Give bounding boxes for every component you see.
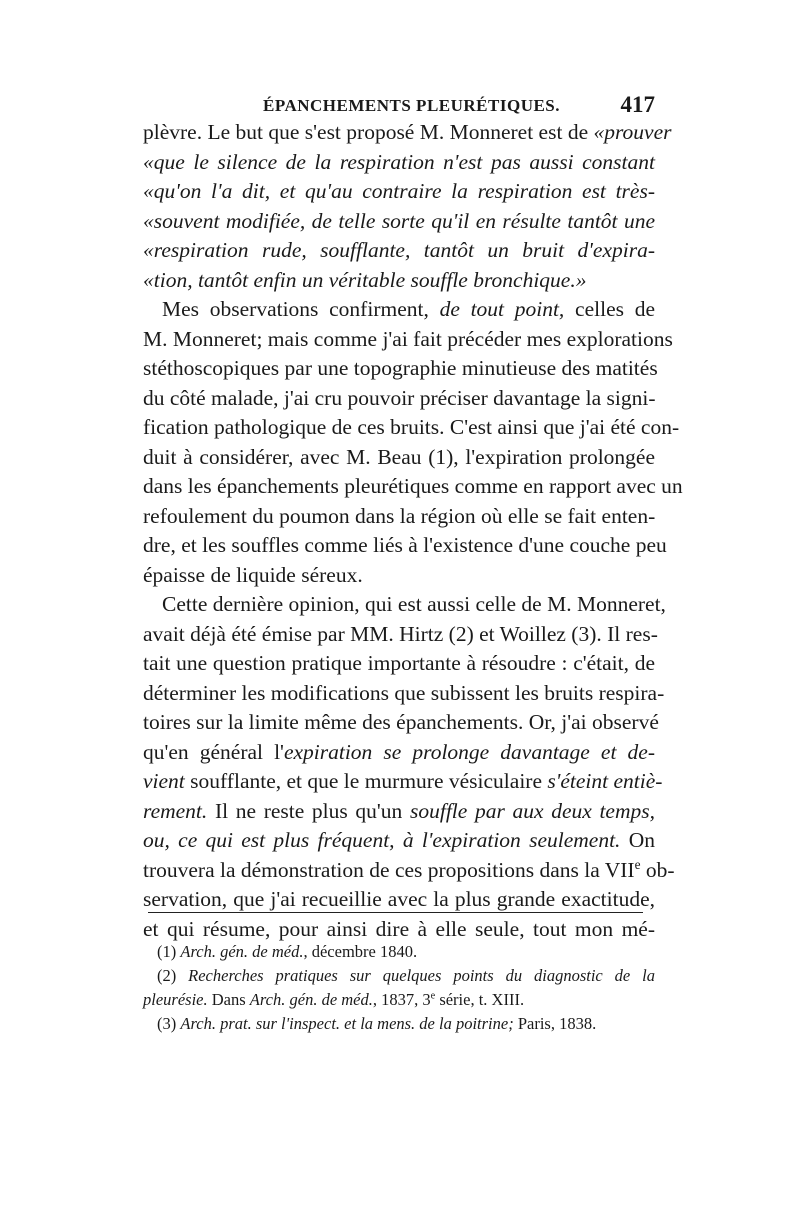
text-line: «que le silence de la respiration n'est pas aussi constant — [143, 149, 655, 174]
text-line — [143, 767, 663, 797]
text-line: refoulement du poumon dans la région où elle se fait enten- — [143, 503, 656, 528]
footnotes — [143, 940, 655, 1036]
italic-span: «prouver — [593, 120, 672, 144]
text-span: trouvera la démonstration de ces propositions dans la VII — [143, 857, 635, 882]
footnote-marker: (2) — [157, 966, 189, 985]
text-span: Dans — [207, 990, 250, 1009]
italic-span: vient — [143, 769, 185, 793]
text-line — [143, 295, 655, 325]
body-text — [143, 118, 683, 944]
italic-span: expiration se prolonge davantage et de- — [283, 739, 655, 764]
text-line — [143, 118, 672, 148]
superscript: e — [430, 990, 436, 1002]
text-span: plèvre. Le but que s'est proposé M. Monneret est de — [143, 120, 594, 144]
text-span: ob- — [640, 857, 675, 882]
text-span: , décembre 1840. — [303, 942, 418, 961]
italic-span: pleurésie. — [143, 990, 208, 1009]
text-line: dre, et les souffles comme liés à l'existence d'une couche peu — [143, 533, 667, 557]
italic-span: Arch. gén. de méd. — [180, 942, 304, 961]
text-line: tait une question pratique importante à résoudre : c'était, de — [143, 651, 655, 675]
text-line: «respiration rude, soufflante, tantôt un bruit d'expira- — [143, 238, 655, 262]
text-line: duit à considérer, avec M. Beau (1), l'expiration prolongée — [143, 444, 655, 469]
text-span: celles de — [564, 297, 655, 321]
text-line: Cette dernière opinion, qui est aussi celle de M. Monneret, — [162, 592, 666, 616]
text-line: M. Monneret; mais comme j'ai fait précéder mes explorations — [143, 326, 673, 351]
text-span: série, t. XIII. — [435, 990, 525, 1009]
text-line — [143, 826, 655, 856]
italic-span: Arch. gén. de méd. — [249, 990, 373, 1009]
text-line: «tion, tantôt enfin un véritable souffle bronchique.» — [143, 267, 587, 292]
italic-span: de tout point, — [439, 297, 565, 321]
text-line — [143, 856, 675, 886]
italic-span: Recherches pratiques sur quelques points du diagnostic de la — [188, 966, 655, 985]
text-line — [143, 797, 655, 827]
text-span: qu'en général l' — [143, 739, 284, 764]
text-line: et qui résume, pour ainsi dire à elle seule, tout mon mé- — [143, 916, 655, 941]
italic-span: rement. — [143, 798, 208, 823]
text-span: Il ne reste plus qu'un — [207, 798, 410, 823]
footnote-2 — [143, 964, 655, 988]
italic-span: s'éteint entiè- — [547, 769, 663, 793]
footnote-marker: (3) — [157, 1014, 181, 1033]
italic-span: souffle par aux deux temps, — [409, 798, 655, 823]
text-line: du côté malade, j'ai cru pouvoir préciser davantage la signi- — [143, 385, 656, 410]
italic-span: Arch. prat. sur l'inspect. et la mens. de la poitrine; — [180, 1014, 514, 1033]
text-span: , 1837, 3 — [372, 990, 431, 1009]
running-title: ÉPANCHEMENTS PLEURÉTIQUES. — [263, 96, 561, 115]
footnote-divider — [148, 912, 643, 913]
text-line: déterminer les modifications que subissent les bruits respira- — [143, 680, 665, 705]
text-line: fication pathologique de ces bruits. C'est ainsi que j'ai été con- — [143, 415, 680, 439]
text-line: toires sur la limite même des épanchements. Or, j'ai observé — [143, 710, 659, 734]
footnote-3 — [143, 1012, 655, 1036]
text-line: «qu'on l'a dit, et qu'au contraire la respiration est très- — [143, 179, 655, 203]
text-line: «souvent modifiée, de telle sorte qu'il en résulte tantôt une — [143, 208, 655, 233]
text-span: Paris, 1838. — [513, 1014, 597, 1033]
footnote-2-continued — [143, 988, 655, 1012]
text-line: stéthoscopiques par une topographie minutieuse des matités — [143, 356, 658, 380]
text-span: soufflante, et que le murmure vésiculaire — [184, 769, 548, 793]
text-line: servation, que j'ai recueillie avec la plus grande exactitude, — [143, 887, 655, 911]
text-span: Mes observations confirment, — [162, 297, 440, 321]
text-line — [143, 738, 655, 768]
footnote-1 — [143, 940, 655, 964]
footnote-marker: (1) — [157, 942, 181, 961]
text-span: On — [620, 828, 655, 852]
text-line: épaisse de liquide séreux. — [143, 562, 363, 587]
page-number: 417 — [620, 92, 655, 117]
superscript: e — [634, 856, 641, 872]
italic-span: ou, ce qui est plus fréquent, à l'expiration seulement. — [143, 828, 621, 852]
text-line: avait déjà été émise par MM. Hirtz (2) et Woillez (3). Il res- — [143, 621, 658, 646]
text-line: dans les épanchements pleurétiques comme en rapport avec un — [143, 474, 683, 498]
